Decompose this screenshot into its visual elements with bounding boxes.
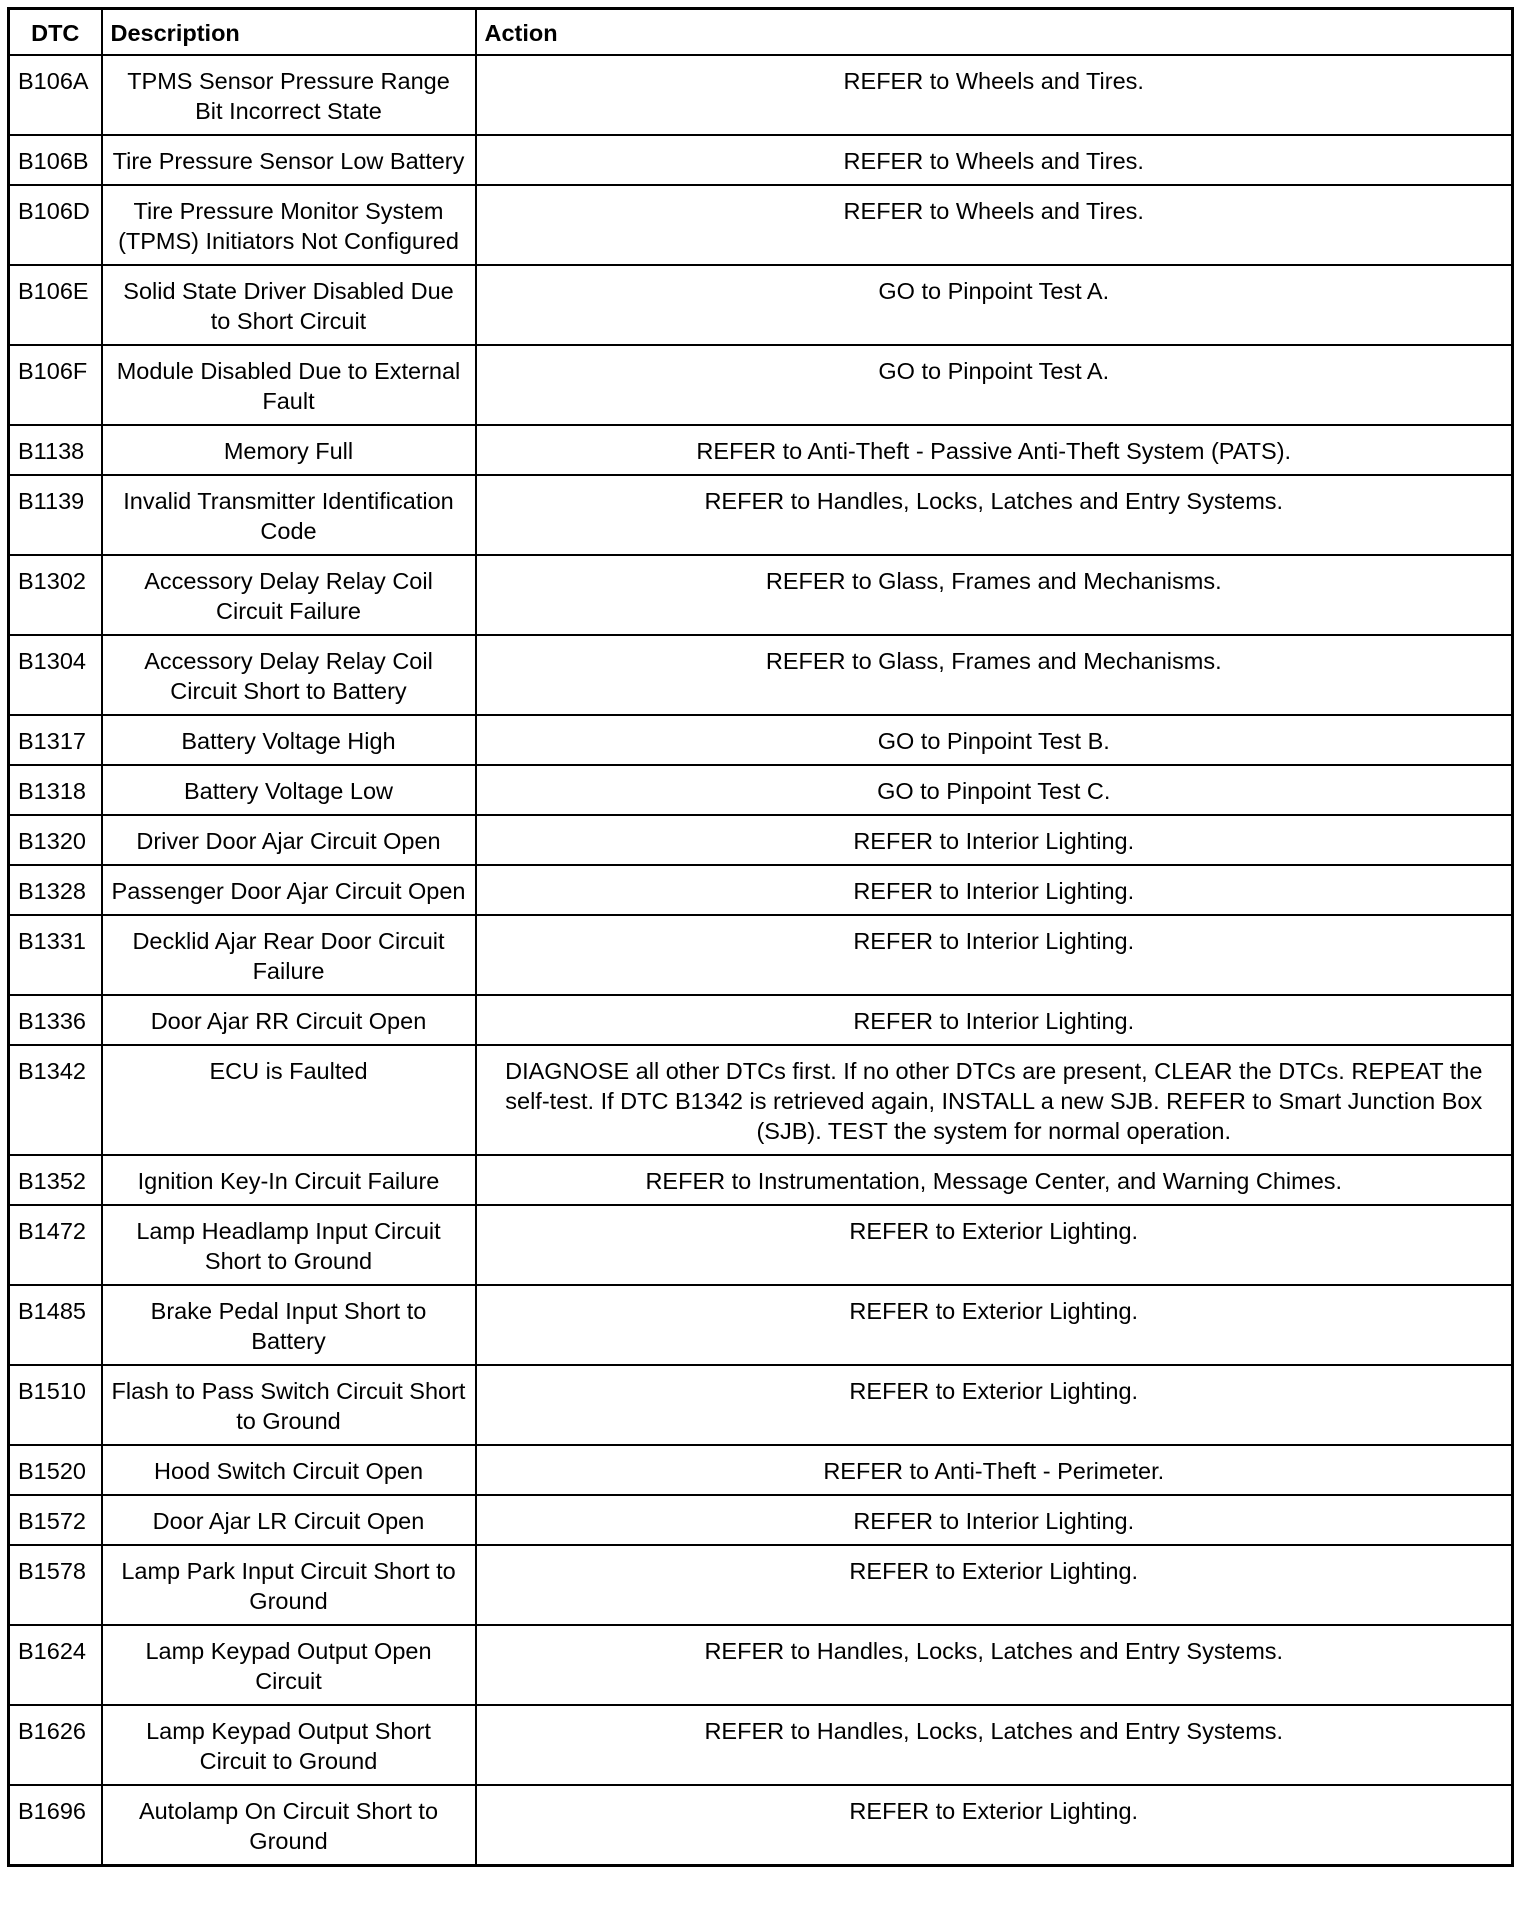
table-row [9, 135, 1513, 185]
table-row [9, 1155, 1513, 1205]
dtc-cell: B1624 [9, 1625, 102, 1705]
action-cell: REFER to Wheels and Tires. [476, 185, 1513, 265]
action-cell: REFER to Handles, Locks, Latches and Entry Systems. [476, 475, 1513, 555]
description-cell: Decklid Ajar Rear Door Circuit Failure [102, 915, 476, 995]
description-cell: Accessory Delay Relay Coil Circuit Short to Battery [102, 635, 476, 715]
action-cell: REFER to Exterior Lighting. [476, 1785, 1513, 1866]
dtc-cell: B1138 [9, 425, 102, 475]
description-cell: Door Ajar RR Circuit Open [102, 995, 476, 1045]
dtc-cell: B106F [9, 345, 102, 425]
action-cell: REFER to Interior Lighting. [476, 915, 1513, 995]
table-row [9, 1445, 1513, 1495]
description-cell: ECU is Faulted [102, 1045, 476, 1155]
description-cell: TPMS Sensor Pressure Range Bit Incorrect State [102, 55, 476, 135]
action-cell: REFER to Interior Lighting. [476, 1495, 1513, 1545]
dtc-cell: B1302 [9, 555, 102, 635]
table-row [9, 765, 1513, 815]
action-cell: REFER to Instrumentation, Message Center, and Warning Chimes. [476, 1155, 1513, 1205]
table-row [9, 1785, 1513, 1866]
action-cell: REFER to Glass, Frames and Mechanisms. [476, 555, 1513, 635]
table-row [9, 425, 1513, 475]
description-cell: Lamp Keypad Output Short Circuit to Ground [102, 1705, 476, 1785]
header-row [9, 9, 1513, 56]
header-dtc: DTC [9, 9, 102, 56]
table-row [9, 185, 1513, 265]
table-row [9, 865, 1513, 915]
table-row [9, 345, 1513, 425]
action-cell: REFER to Wheels and Tires. [476, 55, 1513, 135]
description-cell: Brake Pedal Input Short to Battery [102, 1285, 476, 1365]
action-cell: REFER to Exterior Lighting. [476, 1545, 1513, 1625]
dtc-cell: B106E [9, 265, 102, 345]
table-row [9, 1365, 1513, 1445]
description-cell: Door Ajar LR Circuit Open [102, 1495, 476, 1545]
table-row [9, 265, 1513, 345]
dtc-cell: B1510 [9, 1365, 102, 1445]
dtc-cell: B1139 [9, 475, 102, 555]
table-row [9, 715, 1513, 765]
action-cell: REFER to Glass, Frames and Mechanisms. [476, 635, 1513, 715]
table-row [9, 635, 1513, 715]
dtc-cell: B1520 [9, 1445, 102, 1495]
description-cell: Lamp Keypad Output Open Circuit [102, 1625, 476, 1705]
action-cell: GO to Pinpoint Test A. [476, 265, 1513, 345]
dtc-cell: B1572 [9, 1495, 102, 1545]
action-cell: REFER to Handles, Locks, Latches and Entry Systems. [476, 1625, 1513, 1705]
action-cell: GO to Pinpoint Test C. [476, 765, 1513, 815]
action-cell: GO to Pinpoint Test A. [476, 345, 1513, 425]
table-body [9, 55, 1513, 1866]
table-row [9, 1045, 1513, 1155]
dtc-cell: B1331 [9, 915, 102, 995]
dtc-cell: B106D [9, 185, 102, 265]
description-cell: Hood Switch Circuit Open [102, 1445, 476, 1495]
action-cell: REFER to Interior Lighting. [476, 865, 1513, 915]
table-row [9, 1285, 1513, 1365]
dtc-cell: B1485 [9, 1285, 102, 1365]
dtc-cell: B1696 [9, 1785, 102, 1866]
description-cell: Accessory Delay Relay Coil Circuit Failure [102, 555, 476, 635]
dtc-cell: B1320 [9, 815, 102, 865]
table-row [9, 915, 1513, 995]
table-row [9, 1545, 1513, 1625]
dtc-cell: B1328 [9, 865, 102, 915]
description-cell: Autolamp On Circuit Short to Ground [102, 1785, 476, 1866]
table-row [9, 815, 1513, 865]
description-cell: Memory Full [102, 425, 476, 475]
action-cell: REFER to Exterior Lighting. [476, 1285, 1513, 1365]
dtc-cell: B1304 [9, 635, 102, 715]
dtc-cell: B1318 [9, 765, 102, 815]
description-cell: Tire Pressure Monitor System (TPMS) Initiators Not Configured [102, 185, 476, 265]
description-cell: Flash to Pass Switch Circuit Short to Ground [102, 1365, 476, 1445]
dtc-cell: B1626 [9, 1705, 102, 1785]
table-row [9, 55, 1513, 135]
table-row [9, 1205, 1513, 1285]
description-cell: Driver Door Ajar Circuit Open [102, 815, 476, 865]
description-cell: Ignition Key-In Circuit Failure [102, 1155, 476, 1205]
dtc-cell: B1336 [9, 995, 102, 1045]
dtc-cell: B1317 [9, 715, 102, 765]
description-cell: Battery Voltage High [102, 715, 476, 765]
action-cell: REFER to Anti-Theft - Passive Anti-Theft System (PATS). [476, 425, 1513, 475]
header-action: Action [476, 9, 1513, 56]
table-row [9, 475, 1513, 555]
action-cell: DIAGNOSE all other DTCs first. If no other DTCs are present, CLEAR the DTCs. REPEAT the self-test. If DTC B1342 is retrieved again, INSTALL a new SJB. REFER to Smart Junction Box (SJB). TEST the system for normal operation. [476, 1045, 1513, 1155]
description-cell: Module Disabled Due to External Fault [102, 345, 476, 425]
action-cell: REFER to Wheels and Tires. [476, 135, 1513, 185]
dtc-cell: B1578 [9, 1545, 102, 1625]
table-row [9, 1705, 1513, 1785]
description-cell: Lamp Headlamp Input Circuit Short to Ground [102, 1205, 476, 1285]
description-cell: Battery Voltage Low [102, 765, 476, 815]
table-row [9, 995, 1513, 1045]
description-cell: Invalid Transmitter Identification Code [102, 475, 476, 555]
dtc-table [7, 7, 1514, 1867]
action-cell: REFER to Interior Lighting. [476, 995, 1513, 1045]
dtc-cell: B1342 [9, 1045, 102, 1155]
action-cell: REFER to Exterior Lighting. [476, 1365, 1513, 1445]
dtc-cell: B106B [9, 135, 102, 185]
description-cell: Solid State Driver Disabled Due to Short Circuit [102, 265, 476, 345]
action-cell: REFER to Handles, Locks, Latches and Entry Systems. [476, 1705, 1513, 1785]
table-row [9, 1625, 1513, 1705]
table-row [9, 1495, 1513, 1545]
dtc-cell: B1472 [9, 1205, 102, 1285]
header-description: Description [102, 9, 476, 56]
action-cell: REFER to Anti-Theft - Perimeter. [476, 1445, 1513, 1495]
description-cell: Tire Pressure Sensor Low Battery [102, 135, 476, 185]
dtc-cell: B1352 [9, 1155, 102, 1205]
action-cell: REFER to Exterior Lighting. [476, 1205, 1513, 1285]
table-row [9, 555, 1513, 635]
dtc-cell: B106A [9, 55, 102, 135]
action-cell: GO to Pinpoint Test B. [476, 715, 1513, 765]
description-cell: Lamp Park Input Circuit Short to Ground [102, 1545, 476, 1625]
action-cell: REFER to Interior Lighting. [476, 815, 1513, 865]
description-cell: Passenger Door Ajar Circuit Open [102, 865, 476, 915]
